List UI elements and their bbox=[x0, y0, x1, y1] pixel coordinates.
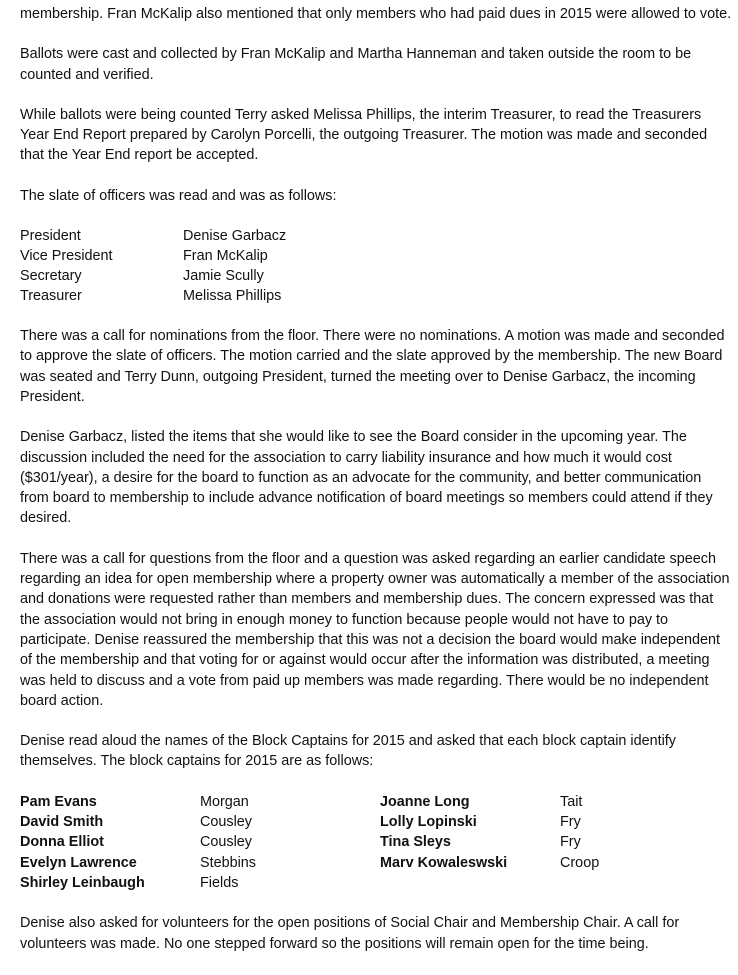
captain-name: Lolly Lopinski bbox=[380, 814, 477, 831]
captain-name: Marv Kowaleswski bbox=[380, 854, 508, 871]
captain-name: Shirley Leinbaugh bbox=[20, 874, 145, 891]
captain-name: Pam Evans bbox=[20, 793, 97, 810]
captain-name: David Smith bbox=[20, 814, 104, 831]
officer-role: Secretary bbox=[20, 268, 82, 285]
block-captains-list bbox=[20, 792, 732, 893]
paragraph-ballots: Ballots were cast and collected by Fran McKalip and Martha Hanneman and taken outside the room to be counted and verified. bbox=[20, 46, 692, 83]
paragraph-board-priorities: Denise Garbacz, listed the items that she would like to see the Board consider in the upcoming year. The discussion included the need for the association to carry liability insurance and how much it would cost ($301/year), a desire for the board to function as an advocate for the community, and better communication from board to membership to include advance notification of board meetings so members could attend if they desired. bbox=[20, 429, 713, 527]
captain-street: Fry bbox=[560, 814, 581, 831]
officer-role: President bbox=[20, 228, 81, 245]
paragraph-treasurer-report: While ballots were being counted Terry asked Melissa Phillips, the interim Treasurer, to read the Treasurers Year End Report prepared by Carolyn Porcelli, the outgoing Treasurer. The motion was made and seconded that the Year End report be accepted. bbox=[20, 106, 708, 164]
captain-street: Croop bbox=[560, 854, 600, 871]
captain-name: Donna Elliot bbox=[20, 834, 104, 851]
officer-name: Fran McKalip bbox=[183, 248, 268, 265]
captain-name bbox=[380, 873, 560, 893]
captain-name: Evelyn Lawrence bbox=[20, 854, 137, 871]
captain-street: Cousley bbox=[200, 834, 252, 851]
paragraph-nominations: There was a call for nominations from the floor. There were no nominations. A motion was made and seconded to approve the slate of officers. The motion carried and the slate approved by the membership. The new Board was seated and Terry Dunn, outgoing President, turned the meeting over to Denise Garbacz, the incoming President. bbox=[20, 328, 725, 405]
paragraph-volunteers: Denise also asked for volunteers for the open positions of Social Chair and Membership Chair. A call for volunteers was made. No one stepped forward so the positions will remain open for the time being. bbox=[20, 915, 680, 952]
captain-street: Cousley bbox=[200, 814, 252, 831]
officer-name: Melissa Phillips bbox=[183, 288, 282, 305]
officer-role: Vice President bbox=[20, 248, 113, 265]
captain-street: Tait bbox=[560, 793, 583, 810]
paragraph-questions: There was a call for questions from the floor and a question was asked regarding an earlier candidate speech regarding an idea for open membership where a property owner was automatically a member of the association and donations were requested rather than members and membership dues. The concern expressed was that the association would not bring in enough money to function because people would not have to pay to participate. Denise reassured the membership that this was not a decision the board would make independent of the membership and that voting for or against would occur after the information was distributed, a meeting was held to discuss and a vote from paid up members was made regarding. There would be no independent board action. bbox=[20, 550, 730, 709]
captain-street: Fields bbox=[200, 874, 239, 891]
captain-name: Joanne Long bbox=[380, 793, 470, 810]
officer-name: Denise Garbacz bbox=[183, 228, 287, 245]
paragraph-slate-intro: The slate of officers was read and was as follows: bbox=[20, 187, 337, 204]
captain-street: Fry bbox=[560, 834, 581, 851]
officers-list bbox=[20, 226, 732, 306]
captain-street: Morgan bbox=[200, 793, 249, 810]
paragraph-voting-eligibility: membership. Fran McKalip also mentioned that only members who had paid dues in 2015 were allowed to vote. bbox=[20, 6, 732, 22]
meeting-minutes-page bbox=[20, 0, 732, 954]
officer-role: Treasurer bbox=[20, 288, 82, 305]
captain-name: Tina Sleys bbox=[380, 834, 451, 851]
officer-name: Jamie Scully bbox=[183, 268, 264, 285]
paragraph-block-captains-intro: Denise read aloud the names of the Block Captains for 2015 and asked that each block captain identify themselves. The block captains for 2015 are as follows: bbox=[20, 733, 676, 770]
captain-street: Stebbins bbox=[200, 854, 257, 871]
captain-street bbox=[560, 873, 680, 893]
